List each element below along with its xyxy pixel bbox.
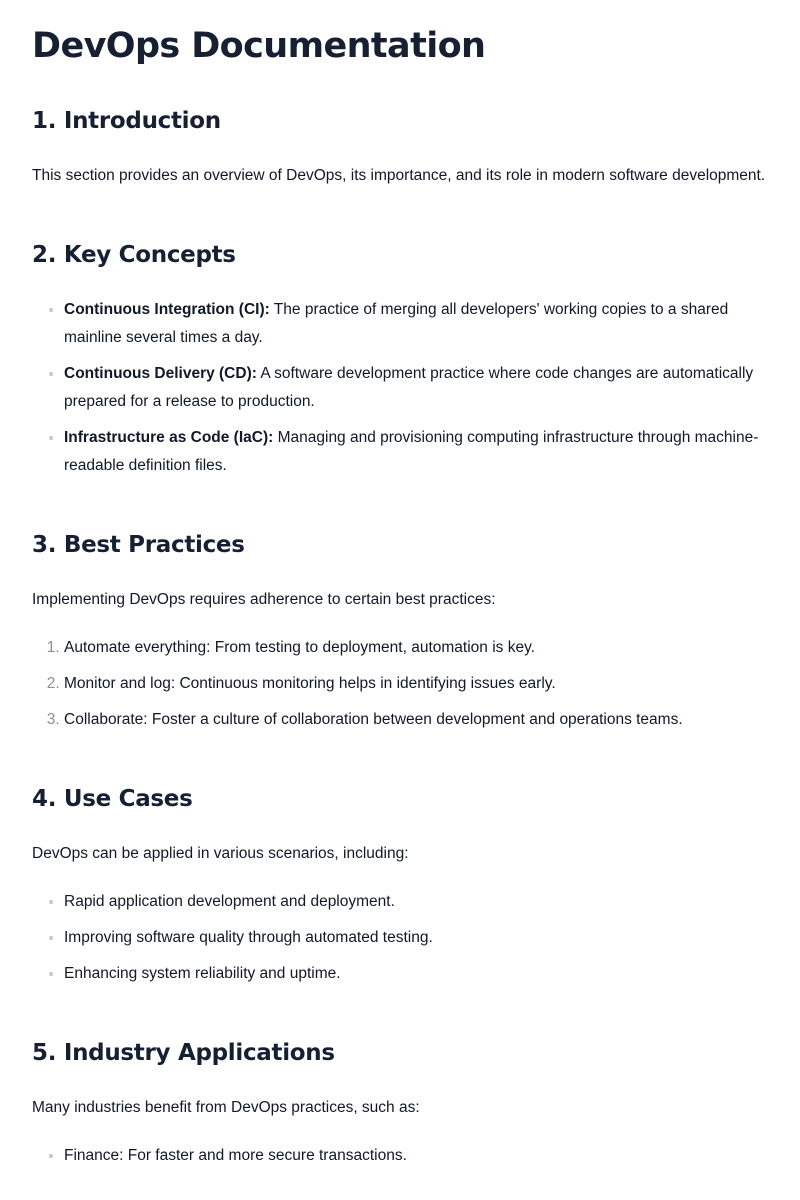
industry-applications-list xyxy=(32,1142,768,1170)
industry-applications-intro: Many industries benefit from DevOps practices, such as: xyxy=(32,1099,420,1116)
term-ci: Continuous Integration (CI): xyxy=(64,301,270,318)
list-item: • Enhancing system reliability and uptime. xyxy=(64,960,768,988)
list-item-cd xyxy=(64,360,768,416)
section-heading-introduction: 1. Introduction xyxy=(32,108,221,134)
introduction-paragraph: This section provides an overview of DevOps, its importance, and its role in modern software development. xyxy=(32,167,766,184)
list-item-ci xyxy=(64,296,768,352)
list-item: • Finance: For faster and more secure transactions. xyxy=(64,1142,768,1170)
list-item: 3. Collaborate: Foster a culture of collaboration between development and operations teams. xyxy=(64,706,768,734)
list-item: • Rapid application development and deployment. xyxy=(64,888,768,916)
section-heading-use-cases: 4. Use Cases xyxy=(32,786,193,812)
description-ci: The practice of merging all developers' working copies to a shared mainline several times a day. xyxy=(64,301,729,346)
key-concepts-list xyxy=(32,296,768,480)
section-heading-key-concepts: 2. Key Concepts xyxy=(32,242,236,268)
section-use-cases xyxy=(32,784,768,988)
page-title: DevOps Documentation xyxy=(32,26,486,66)
description-iac: Managing and provisioning computing infrastructure through machine-readable definition files. xyxy=(64,429,759,474)
list-item: 1. Automate everything: From testing to deployment, automation is key. xyxy=(64,634,768,662)
section-best-practices xyxy=(32,530,768,734)
best-practices-intro: Implementing DevOps requires adherence to certain best practices: xyxy=(32,591,496,608)
description-cd: A software development practice where code changes are automatically prepared for a release to production. xyxy=(64,365,754,410)
list-item-iac xyxy=(64,424,768,480)
section-heading-industry-applications: 5. Industry Applications xyxy=(32,1040,335,1066)
use-cases-intro: DevOps can be applied in various scenarios, including: xyxy=(32,845,409,862)
use-cases-list xyxy=(32,888,768,988)
section-key-concepts xyxy=(32,240,768,480)
section-heading-best-practices: 3. Best Practices xyxy=(32,532,245,558)
section-industry-applications xyxy=(32,1038,768,1170)
best-practices-list xyxy=(32,634,768,734)
term-cd: Continuous Delivery (CD): xyxy=(64,365,257,382)
section-introduction xyxy=(32,106,768,190)
list-item: • Improving software quality through automated testing. xyxy=(64,924,768,952)
list-item: 2. Monitor and log: Continuous monitoring helps in identifying issues early. xyxy=(64,670,768,698)
term-iac: Infrastructure as Code (IaC): xyxy=(64,429,274,446)
